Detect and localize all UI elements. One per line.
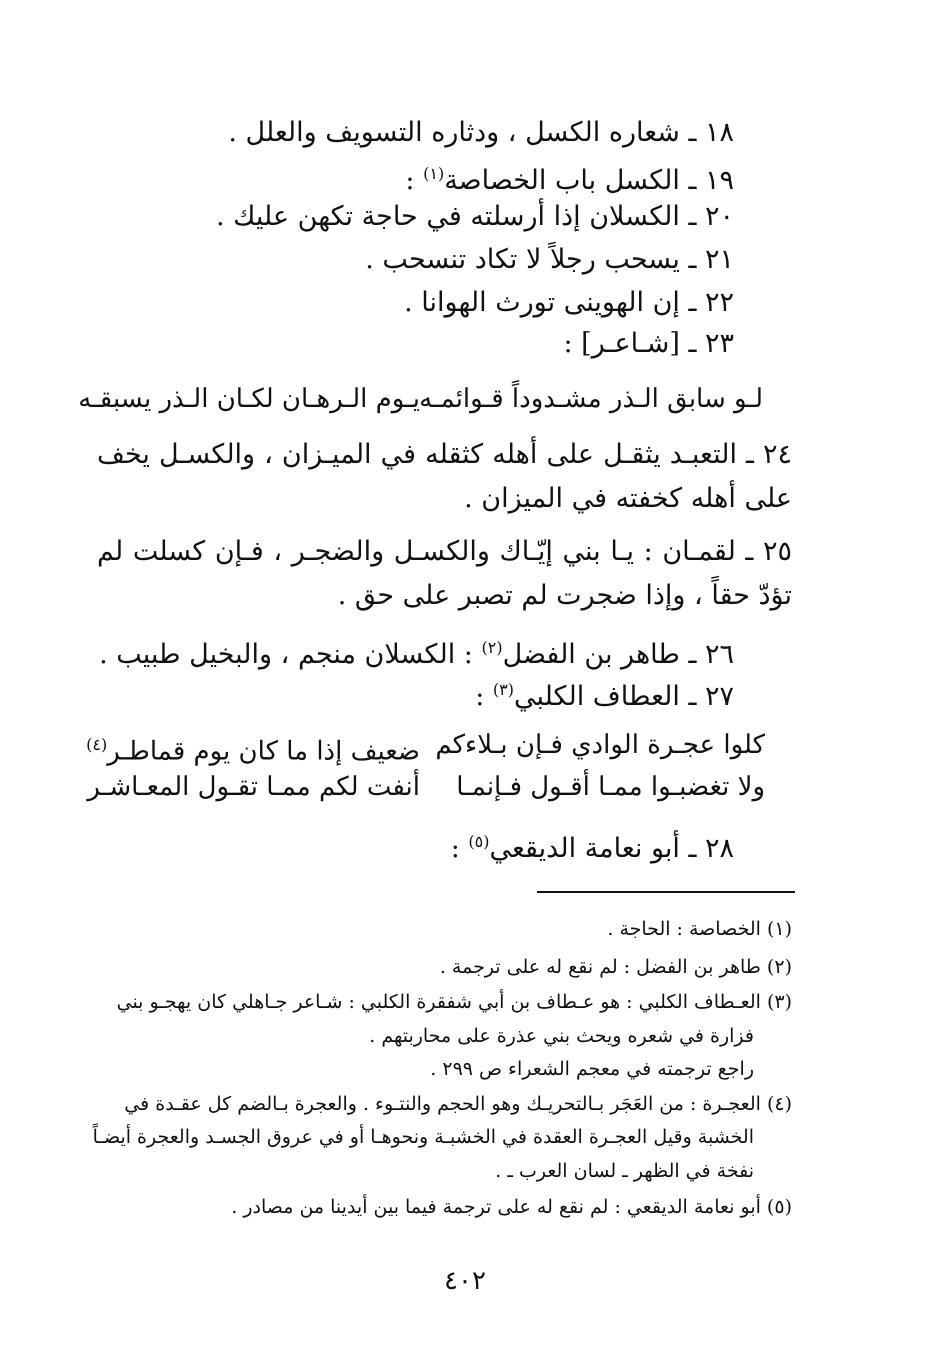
footnote-ref-5: (٥) (468, 832, 490, 851)
verse-1-hemistich-right: لـو سابق الـذر مشـدوداً قـوائمـه (419, 384, 763, 414)
footnote-4-continuation-1: الخشبة وقيل العجـرة العقدة في الخشبـة ونحوهـا أو في عروق الجسـد والعجرة أيضـاً (92, 1126, 754, 1148)
entry-18: ١٨ ـ شعاره الكسل ، ودثاره التسويف والعلل . (228, 117, 734, 148)
entry-20: ٢٠ ـ الكسلان إذا أرسلته في حاجة تكهن عليك . (215, 201, 734, 232)
footnote-4-continuation-2: نفخة في الظهر ـ لسان العرب ـ . (495, 1160, 754, 1182)
footnote-3-continuation: فزارة في شعره ويحث بني عذرة على محاربتهم . (369, 1025, 754, 1047)
footnote-3: (٣) العـطاف الكلبي : هو عـطاف بن أبي شفقرة الكلبي : شـاعر جـاهلي كان يهجـو بني (116, 991, 792, 1013)
entry-27: ٢٧ ـ العطاف الكلبي$^{(٣)}$ : (475, 680, 734, 712)
verse-1-hemistich-left: يـوم الـرهـان لكـان الـذر يسبقـه (78, 384, 420, 414)
verse-2-line-1-right: كلوا عجـرة الوادي فـإن بـلاءكم (435, 730, 765, 760)
footnote-4: (٤) العجـرة : من العَجَر بـالتحريـك وهو الحجم والنتـوء . والعجرة بـالضم كل عقـدة في (124, 1093, 792, 1115)
page-number: ٤٠٢ (444, 1266, 486, 1296)
entry-25: ٢٥ ـ لقمـان : يـا بني إيّـاك والكسـل والضجـر ، فـإن كسلت لم تؤدّ حقاً ، وإذا ضجرت لم تصبر على حق . (97, 536, 792, 611)
verse-2-line-2-right: ولا تغضبـوا ممـا أقـول فـإنمـا (456, 772, 765, 802)
footnote-ref-2: (٢) (481, 638, 503, 657)
footnote-2: (٢) طاهر بن الفضل : لم نقع له على ترجمة . (439, 956, 792, 978)
entry-21: ٢١ ـ يسحب رجلاً لا تكاد تنسحب . (365, 244, 734, 275)
verse-2-line-2-left: أنفت لكم ممـا تقـول المعـاشـر (87, 772, 420, 802)
footnote-ref-1: (١) (423, 164, 445, 183)
footnote-ref-4: (٤) (86, 735, 108, 754)
entry-22: ٢٢ ـ إن الهوينى تورث الهوانا . (404, 287, 734, 318)
entry-23: ٢٣ ـ [شـاعـر] : (563, 328, 734, 359)
verse-2-line-1-left: ضعيف إذا ما كان يوم قماطـر$^{(٤)}$ (86, 735, 420, 767)
entry-28: ٢٨ ـ أبو نعامة الديقعي$^{(٥)}$ : (450, 832, 734, 864)
footnote-1: (١) الخصاصة : الحاجة . (607, 918, 792, 940)
footnote-3-reference: راجع ترجمته في معجم الشعراء ص ٢٩٩ . (430, 1058, 754, 1080)
footnote-ref-3: (٣) (492, 680, 514, 699)
entry-24: ٢٤ ـ التعبـد يثقـل على أهله كثقله في الميـزان ، والكسـل يخف على أهله كخفته في الميزان . (97, 439, 792, 514)
footnote-5: (٥) أبو نعامة الديقعي : لم نقع له على ترجمة فيما بين أيدينا من مصادر . (231, 1196, 792, 1218)
footnote-separator (537, 891, 795, 893)
entry-26: ٢٦ ـ طاهر بن الفضل$^{(٢)}$ : الكسلان منجم ، والبخيل طبيب . (99, 638, 734, 670)
entry-19: ١٩ ـ الكسل باب الخصاصة$^{(١)}$ : (405, 164, 734, 196)
